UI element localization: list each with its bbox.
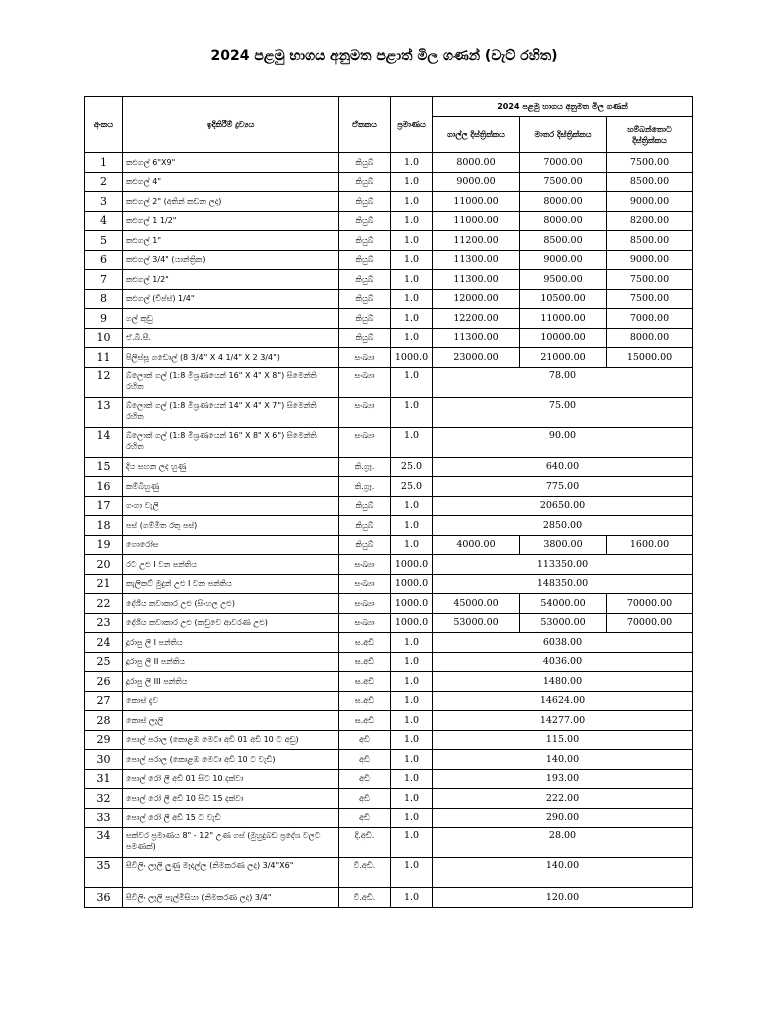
unit-cell: සංඛ්‍යා <box>339 594 391 614</box>
quantity-cell: 1000.0 <box>391 348 433 368</box>
quantity-cell: 1.0 <box>391 858 433 888</box>
price-galle: 11200.00 <box>433 231 520 251</box>
table-row <box>85 457 693 477</box>
quantity-cell: 1.0 <box>391 309 433 329</box>
row-number: 21 <box>85 574 123 594</box>
table-row <box>85 730 693 750</box>
unit-cell: කියුබ් <box>339 211 391 231</box>
item-name: පොල් රෝ ලී අඩි 15 ට වැඩි <box>123 808 339 828</box>
table-row <box>85 769 693 789</box>
quantity-cell: 25.0 <box>391 457 433 477</box>
price-hambantota: 70000.00 <box>607 594 693 614</box>
price-all-districts: 90.00 <box>433 427 693 457</box>
table-row <box>85 477 693 497</box>
table-row <box>85 789 693 809</box>
quantity-cell: 1.0 <box>391 397 433 427</box>
item-name: පොල් පරාල (කොළඹ මෙට්‍රු අඩි 01 අඩි 10 ට අඩු) <box>123 730 339 750</box>
quantity-cell: 1.0 <box>391 427 433 457</box>
table-row <box>85 270 693 290</box>
row-number: 24 <box>85 633 123 653</box>
quantity-cell: 1.0 <box>391 172 433 192</box>
price-matara: 8000.00 <box>520 211 607 231</box>
quantity-cell: 1000.0 <box>391 613 433 633</box>
quantity-cell: 1.0 <box>391 828 433 858</box>
unit-cell: ඝ.අඩි <box>339 652 391 672</box>
price-galle: 11300.00 <box>433 250 520 270</box>
price-hambantota: 8200.00 <box>607 211 693 231</box>
row-number: 22 <box>85 594 123 614</box>
price-matara: 3800.00 <box>520 535 607 555</box>
quantity-cell: 1.0 <box>391 153 433 173</box>
price-matara: 8000.00 <box>520 192 607 212</box>
item-name: පිලිස්සූ ගඩොල් (8 3/4" X 4 1/4" X 2 3/4") <box>123 348 339 368</box>
item-name: දූරාපු ලී I පන්තිය <box>123 633 339 653</box>
row-number: 6 <box>85 250 123 270</box>
quantity-cell: 1.0 <box>391 496 433 516</box>
unit-cell: අඩි <box>339 769 391 789</box>
price-galle: 9000.00 <box>433 172 520 192</box>
unit-cell: ඝ.අඩි <box>339 672 391 692</box>
price-all-districts: 28.00 <box>433 828 693 858</box>
price-all-districts: 775.00 <box>433 477 693 497</box>
row-number: 33 <box>85 808 123 828</box>
item-name: කළුගල් (චිප්ස්) 1/4" <box>123 289 339 309</box>
unit-cell: කියුබ් <box>339 535 391 555</box>
row-number: 18 <box>85 516 123 536</box>
header-no: අංකය <box>85 97 123 153</box>
table-row <box>85 672 693 692</box>
row-number: 4 <box>85 211 123 231</box>
quantity-cell: 1.0 <box>391 367 433 397</box>
price-galle: 45000.00 <box>433 594 520 614</box>
quantity-cell: 1.0 <box>391 769 433 789</box>
table-row <box>85 231 693 251</box>
price-matara: 21000.00 <box>520 348 607 368</box>
unit-cell: අඩි <box>339 789 391 809</box>
unit-cell: කියුබ් <box>339 250 391 270</box>
item-name: පොල් රෝ ලී අඩි 10 සිට 15 දක්වා <box>123 789 339 809</box>
price-hambantota: 8000.00 <box>607 328 693 348</box>
price-all-districts: 290.00 <box>433 808 693 828</box>
row-number: 13 <box>85 397 123 427</box>
item-name: කළුගල් 1" <box>123 231 339 251</box>
item-name: කම්බිහුණු <box>123 477 339 497</box>
item-name: ගොරෝස <box>123 535 339 555</box>
table-row <box>85 192 693 212</box>
price-all-districts: 140.00 <box>433 858 693 888</box>
unit-cell: කියුබ් <box>339 231 391 251</box>
unit-cell: සංඛ්‍යා <box>339 574 391 594</box>
item-name: කැලිකට් මුදුන් උළු I වන පන්තිය <box>123 574 339 594</box>
unit-cell: අඩි <box>339 750 391 770</box>
row-number: 23 <box>85 613 123 633</box>
table-row <box>85 828 693 858</box>
unit-cell: වී.අඩි. <box>339 888 391 908</box>
table-row <box>85 289 693 309</box>
item-name: කළුගල් 6"X9" <box>123 153 339 173</box>
unit-cell: අඩි <box>339 808 391 828</box>
price-hambantota: 7000.00 <box>607 309 693 329</box>
unit-cell: සංඛ්‍යා <box>339 613 391 633</box>
price-all-districts: 113350.00 <box>433 555 693 575</box>
quantity-cell: 1.0 <box>391 289 433 309</box>
price-matara: 8500.00 <box>520 231 607 251</box>
table-row <box>85 516 693 536</box>
item-name: කොස් ලෑලි <box>123 711 339 731</box>
quantity-cell: 1000.0 <box>391 574 433 594</box>
row-number: 8 <box>85 289 123 309</box>
item-name: දේශීය කවාකාර උළු (සිංහල උළු) <box>123 594 339 614</box>
price-matara: 9500.00 <box>520 270 607 290</box>
price-galle: 53000.00 <box>433 613 520 633</box>
price-galle: 4000.00 <box>433 535 520 555</box>
item-name: රට උළු I වන පන්තිය <box>123 555 339 575</box>
unit-cell: කියුබ් <box>339 328 391 348</box>
row-number: 25 <box>85 652 123 672</box>
price-all-districts: 115.00 <box>433 730 693 750</box>
row-number: 27 <box>85 691 123 711</box>
item-name: බ්ලොක් ගල් (1:8 මිශ්‍රණයෙන් 16" X 4" X 8") සිමෙන්ති රහිත <box>123 367 339 397</box>
table-row <box>85 711 693 731</box>
price-matara: 10000.00 <box>520 328 607 348</box>
price-matara: 9000.00 <box>520 250 607 270</box>
row-number: 20 <box>85 555 123 575</box>
row-number: 17 <box>85 496 123 516</box>
row-number: 9 <box>85 309 123 329</box>
quantity-cell: 1.0 <box>391 808 433 828</box>
unit-cell: කියුබ් <box>339 289 391 309</box>
header-unit: ඒකකය <box>339 97 391 153</box>
price-galle: 12000.00 <box>433 289 520 309</box>
price-matara: 7500.00 <box>520 172 607 192</box>
item-name: කළුගල් 3/4" (යාන්ත්‍රික) <box>123 250 339 270</box>
table-row <box>85 888 693 908</box>
unit-cell: සංඛ්‍යා <box>339 348 391 368</box>
unit-cell: කියුබ් <box>339 516 391 536</box>
price-all-districts: 78.00 <box>433 367 693 397</box>
item-name: දිය සහන ලද හුණු <box>123 457 339 477</box>
row-number: 1 <box>85 153 123 173</box>
item-name: පස් (ගම්මිත රතු පස්) <box>123 516 339 536</box>
item-name: කළුගල් 4" <box>123 172 339 192</box>
price-hambantota: 70000.00 <box>607 613 693 633</box>
row-number: 32 <box>85 789 123 809</box>
header-qty: ප්‍රමාණය <box>391 97 433 153</box>
table-row <box>85 427 693 457</box>
item-name: ගංගා වැලි <box>123 496 339 516</box>
item-name: සීවිලිං ලෑලි ලුණු මෑදල්ල (නිමකරණ ලද) 3/4"X6" <box>123 858 339 888</box>
item-name: බ්ලොක් ගල් (1:8 මිශ්‍රණයෙන් 14" X 4" X 7") සිමෙන්ති රහිත <box>123 397 339 427</box>
table-row <box>85 309 693 329</box>
quantity-cell: 1.0 <box>391 633 433 653</box>
item-name: කොස් දැව <box>123 691 339 711</box>
item-name: ගල් කුඩු <box>123 309 339 329</box>
unit-cell: කියුබ් <box>339 172 391 192</box>
price-galle: 11300.00 <box>433 270 520 290</box>
price-hambantota: 7500.00 <box>607 270 693 290</box>
row-number: 2 <box>85 172 123 192</box>
unit-cell: ඝ.අඩි <box>339 691 391 711</box>
table-row <box>85 750 693 770</box>
price-hambantota: 7500.00 <box>607 153 693 173</box>
row-number: 29 <box>85 730 123 750</box>
quantity-cell: 1.0 <box>391 730 433 750</box>
price-all-districts: 222.00 <box>433 789 693 809</box>
row-number: 36 <box>85 888 123 908</box>
unit-cell: සංඛ්‍යා <box>339 427 391 457</box>
item-name: දූරාපු ලී II පන්තිය <box>123 652 339 672</box>
quantity-cell: 1.0 <box>391 691 433 711</box>
row-number: 3 <box>85 192 123 212</box>
table-row <box>85 594 693 614</box>
price-hambantota: 7500.00 <box>607 289 693 309</box>
row-number: 19 <box>85 535 123 555</box>
unit-cell: කියුබ් <box>339 496 391 516</box>
price-hambantota: 9000.00 <box>607 192 693 212</box>
row-number: 7 <box>85 270 123 290</box>
header-matara: මාතර දිස්ත්‍රික්කය <box>520 117 607 153</box>
unit-cell: කියුබ් <box>339 192 391 212</box>
table-row <box>85 535 693 555</box>
unit-cell: ඝ.අඩි <box>339 633 391 653</box>
table-row <box>85 613 693 633</box>
quantity-cell: 1.0 <box>391 750 433 770</box>
price-all-districts: 1480.00 <box>433 672 693 692</box>
unit-cell: ඝ.අඩි <box>339 711 391 731</box>
item-name: කළුගල් 1/2" <box>123 270 339 290</box>
table-row <box>85 211 693 231</box>
item-name: දේශීය කවාකාර උළු (කඩුවෙ ආවරණ උළු) <box>123 613 339 633</box>
row-number: 15 <box>85 457 123 477</box>
quantity-cell: 1.0 <box>391 192 433 212</box>
row-number: 12 <box>85 367 123 397</box>
unit-cell: කියුබ් <box>339 153 391 173</box>
header-hambantota: හම්බන්තොට දිස්ත්‍රික්කය <box>607 117 693 153</box>
price-galle: 11300.00 <box>433 328 520 348</box>
row-number: 14 <box>85 427 123 457</box>
item-name: සක්වර ප්‍රමාණය 8" - 12" උණ ගස් (මුහුදුබඩ ප්‍රදේශ වලට පමණක්) <box>123 828 339 858</box>
unit-cell: සංඛ්‍යා <box>339 397 391 427</box>
row-number: 35 <box>85 858 123 888</box>
row-number: 16 <box>85 477 123 497</box>
row-number: 28 <box>85 711 123 731</box>
quantity-cell: 25.0 <box>391 477 433 497</box>
price-hambantota: 8500.00 <box>607 231 693 251</box>
quantity-cell: 1.0 <box>391 888 433 908</box>
unit-cell: කි.ග්‍රෑ. <box>339 457 391 477</box>
quantity-cell: 1000.0 <box>391 555 433 575</box>
table-row <box>85 367 693 397</box>
price-all-districts: 193.00 <box>433 769 693 789</box>
price-galle: 11000.00 <box>433 211 520 231</box>
row-number: 11 <box>85 348 123 368</box>
price-all-districts: 120.00 <box>433 888 693 908</box>
item-name: කළුගල් 2" (අතින් කඩන ලද) <box>123 192 339 212</box>
row-number: 34 <box>85 828 123 858</box>
price-matara: 54000.00 <box>520 594 607 614</box>
quantity-cell: 1.0 <box>391 270 433 290</box>
row-number: 10 <box>85 328 123 348</box>
row-number: 31 <box>85 769 123 789</box>
item-name: පොල් රෝ ලී අඩි 01 සිට 10 දක්වා <box>123 769 339 789</box>
price-all-districts: 6038.00 <box>433 633 693 653</box>
unit-cell: අඩි <box>339 730 391 750</box>
quantity-cell: 1.0 <box>391 652 433 672</box>
unit-cell: සංඛ්‍යා <box>339 555 391 575</box>
price-galle: 8000.00 <box>433 153 520 173</box>
price-galle: 12200.00 <box>433 309 520 329</box>
price-table <box>84 96 693 908</box>
item-name: බ්ලොක් ගල් (1:8 මිශ්‍රණයෙන් 16" X 8" X 6") සිමෙන්ති රහිත <box>123 427 339 457</box>
quantity-cell: 1.0 <box>391 231 433 251</box>
quantity-cell: 1.0 <box>391 535 433 555</box>
table-row <box>85 496 693 516</box>
item-name: ඒ.බී.සී. <box>123 328 339 348</box>
price-matara: 10500.00 <box>520 289 607 309</box>
item-name: කළුගල් 1 1/2" <box>123 211 339 231</box>
table-row <box>85 858 693 888</box>
unit-cell: දි.අඩි. <box>339 828 391 858</box>
table-row <box>85 691 693 711</box>
quantity-cell: 1.0 <box>391 516 433 536</box>
price-all-districts: 2850.00 <box>433 516 693 536</box>
header-price-group: 2024 පළමු භාගය අනුමත මිල ගණන් <box>433 97 693 117</box>
price-all-districts: 14624.00 <box>433 691 693 711</box>
quantity-cell: 1000.0 <box>391 594 433 614</box>
quantity-cell: 1.0 <box>391 789 433 809</box>
price-all-districts: 20650.00 <box>433 496 693 516</box>
price-galle: 23000.00 <box>433 348 520 368</box>
quantity-cell: 1.0 <box>391 250 433 270</box>
price-matara: 53000.00 <box>520 613 607 633</box>
price-all-districts: 148350.00 <box>433 574 693 594</box>
table-row <box>85 328 693 348</box>
table-row <box>85 574 693 594</box>
row-number: 30 <box>85 750 123 770</box>
price-all-districts: 75.00 <box>433 397 693 427</box>
quantity-cell: 1.0 <box>391 711 433 731</box>
unit-cell: වී.අඩි. <box>339 858 391 888</box>
table-row <box>85 250 693 270</box>
header-galle: ගාල්ල දිස්ත්‍රික්කය <box>433 117 520 153</box>
header-item: ඉදිකිරීම් ද්‍රව්‍යය <box>123 97 339 153</box>
table-row <box>85 808 693 828</box>
unit-cell: කි.ග්‍රෑ. <box>339 477 391 497</box>
table-row <box>85 397 693 427</box>
unit-cell: කියුබ් <box>339 309 391 329</box>
table-row <box>85 633 693 653</box>
price-all-districts: 640.00 <box>433 457 693 477</box>
table-row <box>85 172 693 192</box>
price-matara: 11000.00 <box>520 309 607 329</box>
page-title: 2024 පළමු භාගය අනුමත පළාත් මිල ගණන් (වැට් රහිත) <box>210 48 558 64</box>
price-hambantota: 15000.00 <box>607 348 693 368</box>
price-hambantota: 1600.00 <box>607 535 693 555</box>
unit-cell: සංඛ්‍යා <box>339 367 391 397</box>
price-all-districts: 14277.00 <box>433 711 693 731</box>
item-name: පොල් පරාල (කොළඹ මෙට්‍රු අඩි 10 ට වැඩි) <box>123 750 339 770</box>
table-row <box>85 555 693 575</box>
quantity-cell: 1.0 <box>391 211 433 231</box>
table-row <box>85 153 693 173</box>
price-all-districts: 4036.00 <box>433 652 693 672</box>
unit-cell: කියුබ් <box>339 270 391 290</box>
quantity-cell: 1.0 <box>391 328 433 348</box>
item-name: දූරාපු ලී III පන්තිය <box>123 672 339 692</box>
table-row <box>85 652 693 672</box>
row-number: 5 <box>85 231 123 251</box>
item-name: සීවිලිං ලෑලි පැල්මිසියා (නිමකරණ ලද) 3/4" <box>123 888 339 908</box>
price-hambantota: 9000.00 <box>607 250 693 270</box>
price-matara: 7000.00 <box>520 153 607 173</box>
quantity-cell: 1.0 <box>391 672 433 692</box>
table-body <box>85 153 693 908</box>
price-all-districts: 140.00 <box>433 750 693 770</box>
table-row <box>85 348 693 368</box>
row-number: 26 <box>85 672 123 692</box>
price-galle: 11000.00 <box>433 192 520 212</box>
price-hambantota: 8500.00 <box>607 172 693 192</box>
